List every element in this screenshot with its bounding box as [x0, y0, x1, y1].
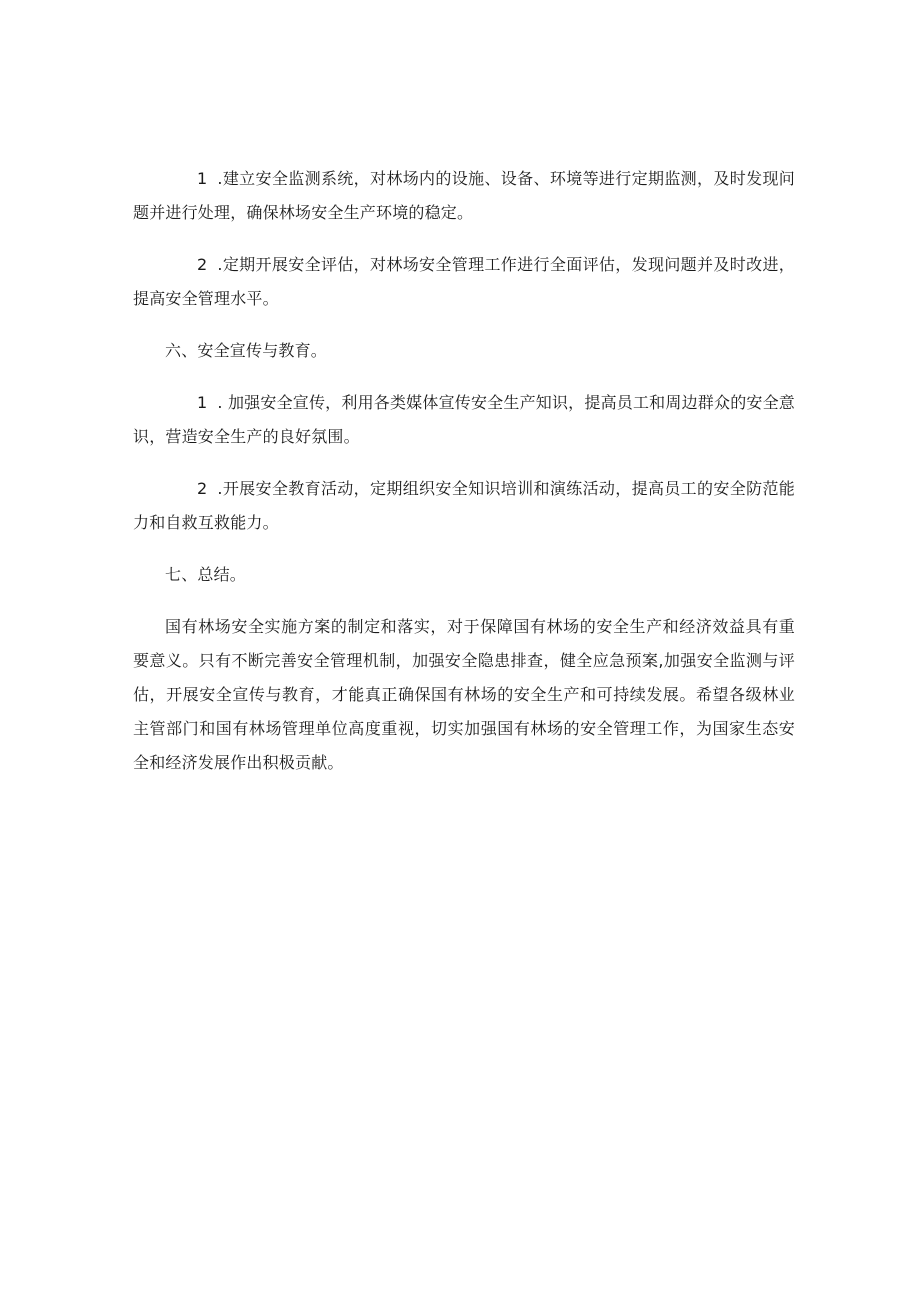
- list-item-text: .开展安全教育活动，定期组织安全知识培训和演练活动，提高员工的安全防范能力和自救互救能力。: [133, 479, 795, 532]
- list-number: 2: [197, 479, 208, 498]
- list-number: 1: [197, 169, 208, 188]
- list-item: [133, 248, 795, 316]
- section-heading: 六、安全宣传与教育。: [165, 341, 328, 360]
- section-heading: 七、总结。: [165, 565, 247, 584]
- list-number: 1: [197, 393, 208, 412]
- body-paragraph: 国有林场安全实施方案的制定和落实，对于保障国有林场的安全生产和经济效益具有重要意义。只有不断完善安全管理机制，加强安全隐患排查，健全应急预案,加强安全监测与评估，开展安全宣传与教育，才能真正确保国有林场的安全生产和可持续发展。希望各级林业主管部门和国有林场管理单位高度重视，切实加强国有林场的安全管理工作，为国家生态安全和经济发展作出积极贡献。: [133, 617, 795, 772]
- list-item: [133, 386, 795, 454]
- list-item-text: . 加强安全宣传，利用各类媒体宣传安全生产知识，提高员工和周边群众的安全意识，营造安全生产的良好氛围。: [133, 393, 795, 446]
- list-item: [133, 162, 795, 230]
- list-item: [133, 472, 795, 540]
- document-body: [133, 162, 795, 780]
- list-item-text: .建立安全监测系统，对林场内的设施、设备、环境等进行定期监测，及时发现问题并进行处理，确保林场安全生产环境的稳定。: [133, 169, 795, 222]
- list-number: 2: [197, 255, 208, 274]
- list-item-text: .定期开展安全评估，对林场安全管理工作进行全面评估，发现问题并及时改进，提高安全管理水平。: [133, 255, 795, 308]
